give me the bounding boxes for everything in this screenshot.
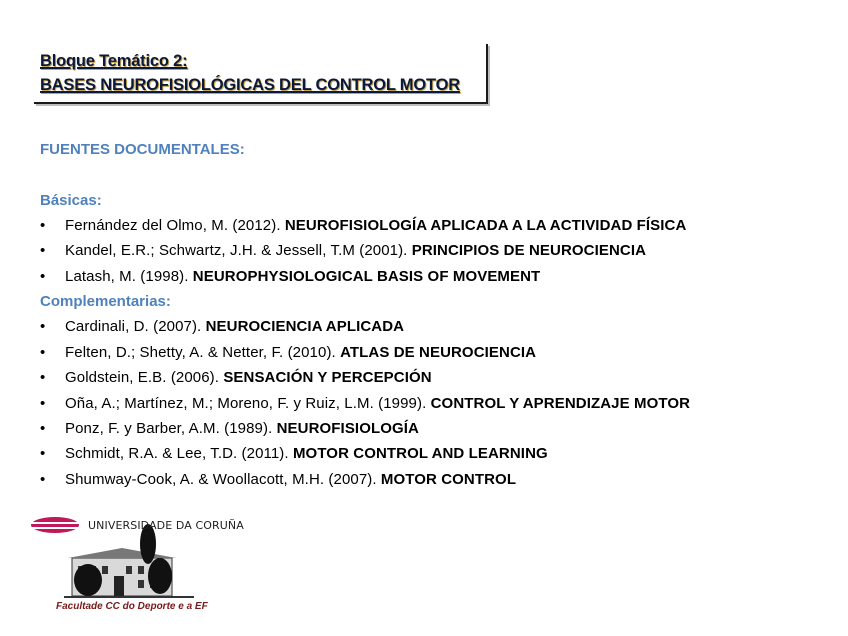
bullet: •	[40, 242, 46, 259]
reference-authors: Kandel, E.R.; Schwartz, J.H. & Jessell, T.M (2001).	[65, 242, 412, 259]
reference-item	[40, 268, 540, 285]
reference-title: MOTOR CONTROL	[380, 471, 517, 488]
reference-item	[40, 471, 516, 488]
reference-item	[40, 217, 686, 234]
reference-title: NEUROFISIOLOGÍA APLICADA A LA ACTIVIDAD FÍSICA	[284, 217, 687, 234]
bullet: •	[40, 369, 46, 386]
bullet: •	[40, 318, 46, 335]
reference-title: SENSACIÓN Y PERCEPCIÓN	[223, 369, 432, 386]
reference-title: MOTOR CONTROL AND LEARNING	[292, 445, 548, 462]
reference-item	[40, 369, 432, 386]
bullet: •	[40, 344, 46, 361]
reference-title: ATLAS DE NEUROCIENCIA	[340, 344, 537, 361]
reference-title: PRINCIPIOS DE NEUROCIENCIA	[411, 242, 647, 259]
reference-authors: Oña, A.; Martínez, M.; Moreno, F. y Ruiz, L.M. (1999).	[65, 395, 431, 412]
reference-item	[40, 344, 536, 361]
complementary-heading: Complementarias:	[40, 293, 171, 310]
reference-authors: Cardinali, D. (2007).	[65, 318, 206, 335]
reference-title: NEUROFISIOLOGÍA	[276, 420, 419, 437]
title-line-2: BASES NEUROFISIOLÓGICAS DEL CONTROL MOTOR	[40, 76, 460, 94]
reference-authors: Goldstein, E.B. (2006).	[65, 369, 224, 386]
reference-authors: Felten, D.; Shetty, A. & Netter, F. (2010).	[65, 344, 341, 361]
title-line-1: Bloque Temático 2:	[40, 52, 188, 70]
reference-title: CONTROL Y APRENDIZAJE MOTOR	[430, 395, 691, 412]
reference-authors: Ponz, F. y Barber, A.M. (1989).	[65, 420, 277, 437]
university-emblem-icon	[30, 517, 80, 533]
reference-item	[40, 318, 404, 335]
reference-item	[40, 445, 548, 462]
bullet: •	[40, 268, 46, 285]
bullet: •	[40, 420, 46, 437]
reference-item	[40, 420, 419, 437]
reference-item	[40, 242, 646, 259]
reference-authors: Shumway-Cook, A. & Woollacott, M.H. (2007).	[65, 471, 381, 488]
reference-title: NEUROPHYSIOLOGICAL BASIS OF MOVEMENT	[192, 268, 541, 285]
reference-authors: Fernández del Olmo, M. (2012).	[65, 217, 285, 234]
university-name: UNIVERSIDADE DA CORUÑA	[88, 519, 244, 532]
faculty-building-icon	[64, 524, 194, 598]
reference-authors: Schmidt, R.A. & Lee, T.D. (2011).	[65, 445, 293, 462]
bullet: •	[40, 395, 46, 412]
bullet: •	[40, 217, 46, 234]
bullet: •	[40, 445, 46, 462]
reference-title: NEUROCIENCIA APLICADA	[205, 318, 405, 335]
faculty-name: Facultade CC do Deporte e a EF	[56, 601, 208, 612]
bullet: •	[40, 471, 46, 488]
reference-authors: Latash, M. (1998).	[65, 268, 193, 285]
reference-item	[40, 395, 690, 412]
basic-heading: Básicas:	[40, 192, 102, 209]
sources-heading: FUENTES DOCUMENTALES:	[40, 141, 245, 158]
